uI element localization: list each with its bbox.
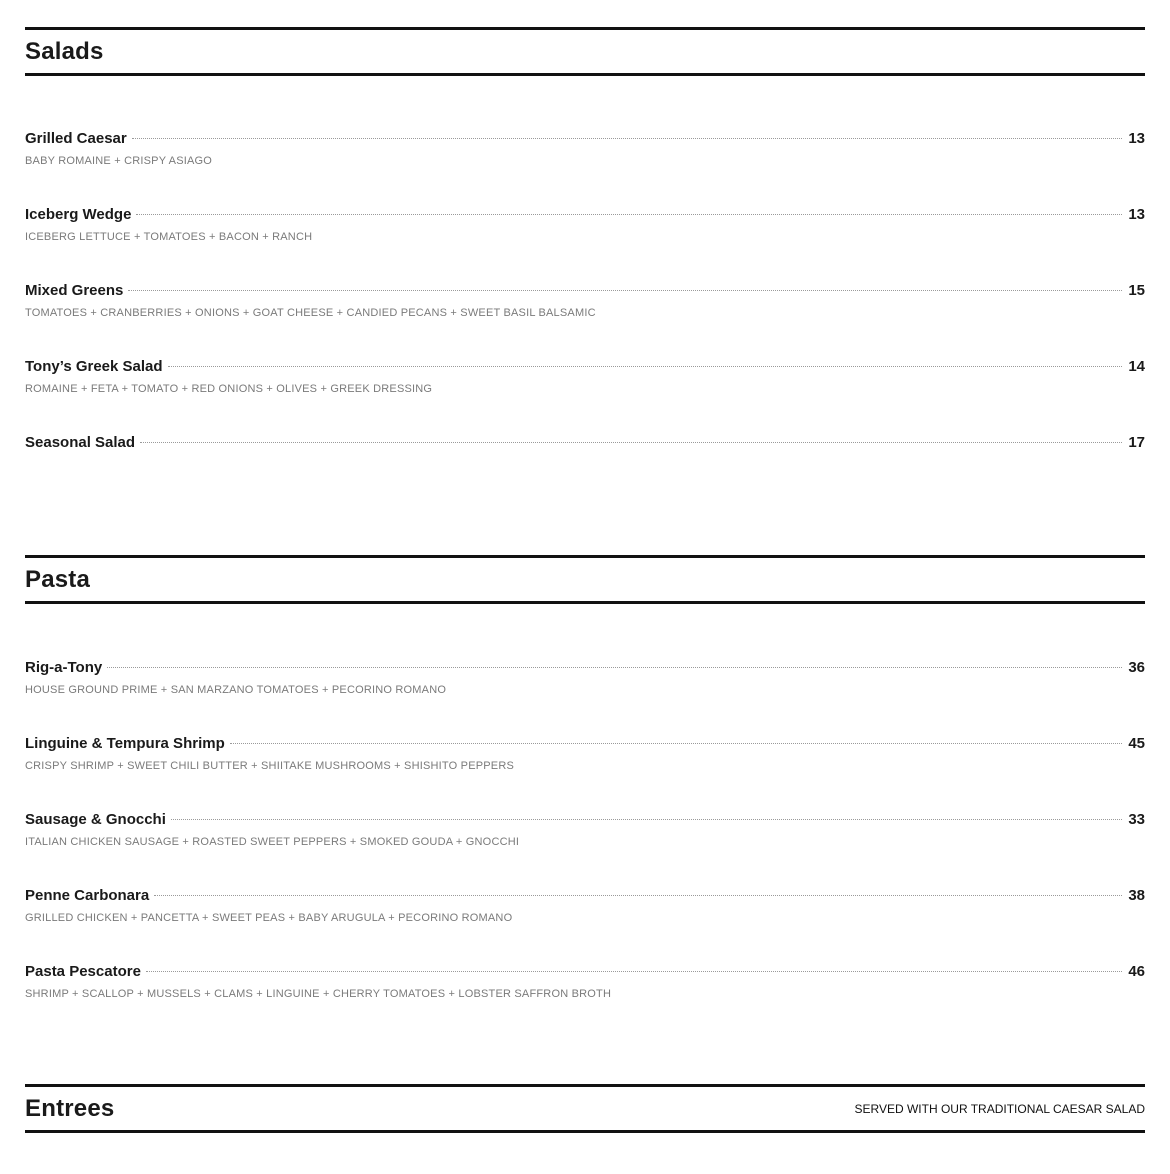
menu-item-description: BABY ROMAINE + CRISPY ASIAGO xyxy=(25,155,213,167)
salads-header xyxy=(25,27,1145,76)
menu-item-description: CRISPY SHRIMP + SWEET CHILI BUTTER + SHIITAKE MUSHROOMS + SHISHITO PEPPERS xyxy=(25,760,515,772)
menu-item-row xyxy=(25,357,1145,377)
menu-item-name: Iceberg Wedge xyxy=(25,206,132,223)
dotted-leader xyxy=(171,818,1122,820)
dotted-leader xyxy=(168,365,1123,367)
menu-item-row xyxy=(25,205,1145,225)
menu-item-description: SHRIMP + SCALLOP + MUSSELS + CLAMS + LINGUINE + CHERRY TOMATOES + LOBSTER SAFFRON BROTH xyxy=(25,988,612,1000)
pasta-header xyxy=(25,555,1145,604)
menu-item xyxy=(25,205,1145,244)
menu-item-price: 13 xyxy=(1128,206,1145,223)
section-title-pasta: Pasta xyxy=(25,566,91,593)
menu-item-price: 13 xyxy=(1128,130,1145,147)
menu-item-row xyxy=(25,962,1145,982)
menu-item-row xyxy=(25,810,1145,830)
menu-item-description: TOMATOES + CRANBERRIES + ONIONS + GOAT CHEESE + CANDIED PECANS + SWEET BASIL BALSAMIC xyxy=(25,307,596,319)
menu-item xyxy=(25,281,1145,320)
menu-item-name: Seasonal Salad xyxy=(25,434,136,451)
menu-item-row xyxy=(25,658,1145,678)
section-title-salads: Salads xyxy=(25,38,104,65)
menu-item-row xyxy=(25,129,1145,149)
menu-item xyxy=(25,129,1145,168)
menu-item-description: ROMAINE + FETA + TOMATO + RED ONIONS + OLIVES + GREEK DRESSING xyxy=(25,383,433,395)
dotted-leader xyxy=(146,970,1122,972)
menu-item-description: ICEBERG LETTUCE + TOMATOES + BACON + RANCH xyxy=(25,231,313,243)
menu-item-row xyxy=(25,281,1145,301)
menu-item-name: Pasta Pescatore xyxy=(25,963,141,980)
menu-item-row xyxy=(25,886,1145,906)
menu-item-price: 45 xyxy=(1128,735,1145,752)
menu-item-price: 17 xyxy=(1128,434,1145,451)
dotted-leader xyxy=(136,213,1122,215)
menu-item-price: 36 xyxy=(1128,659,1145,676)
menu-item xyxy=(25,886,1145,925)
menu-item xyxy=(25,810,1145,849)
section-title-entrees: Entrees xyxy=(25,1095,115,1122)
menu-item-name: Rig-a-Tony xyxy=(25,659,103,676)
menu-item xyxy=(25,962,1145,1001)
dotted-leader xyxy=(128,289,1122,291)
pasta-section xyxy=(25,555,1145,1000)
menu-item-price: 33 xyxy=(1128,811,1145,828)
menu-item-row xyxy=(25,433,1145,453)
menu-item-price: 14 xyxy=(1128,358,1145,375)
salads-section xyxy=(25,27,1145,451)
menu-item-name: Linguine & Tempura Shrimp xyxy=(25,735,225,752)
dotted-leader xyxy=(132,137,1123,139)
menu-item-name: Tony’s Greek Salad xyxy=(25,358,163,375)
menu-item-name: Grilled Caesar xyxy=(25,130,127,147)
menu-item-name: Mixed Greens xyxy=(25,282,124,299)
menu-item-price: 46 xyxy=(1128,963,1145,980)
menu-item xyxy=(25,658,1145,697)
menu-item-row xyxy=(25,734,1145,754)
entrees-note: SERVED WITH OUR TRADITIONAL CAESAR SALAD xyxy=(854,1102,1145,1116)
menu-item-description: GRILLED CHICKEN + PANCETTA + SWEET PEAS + BABY ARUGULA + PECORINO ROMANO xyxy=(25,912,513,924)
dotted-leader xyxy=(154,894,1122,896)
dotted-leader xyxy=(230,742,1123,744)
entrees-header xyxy=(25,1084,1145,1133)
menu-item xyxy=(25,433,1145,453)
menu-item xyxy=(25,357,1145,396)
menu-item-name: Penne Carbonara xyxy=(25,887,150,904)
menu-item xyxy=(25,734,1145,773)
menu-item-description: ITALIAN CHICKEN SAUSAGE + ROASTED SWEET PEPPERS + SMOKED GOUDA + GNOCCHI xyxy=(25,836,520,848)
dotted-leader xyxy=(140,441,1122,443)
menu-item-price: 15 xyxy=(1128,282,1145,299)
menu-item-name: Sausage & Gnocchi xyxy=(25,811,166,828)
dotted-leader xyxy=(107,666,1122,668)
entrees-section xyxy=(25,1084,1145,1133)
menu-item-description: HOUSE GROUND PRIME + SAN MARZANO TOMATOES + PECORINO ROMANO xyxy=(25,684,447,696)
menu-item-price: 38 xyxy=(1128,887,1145,904)
